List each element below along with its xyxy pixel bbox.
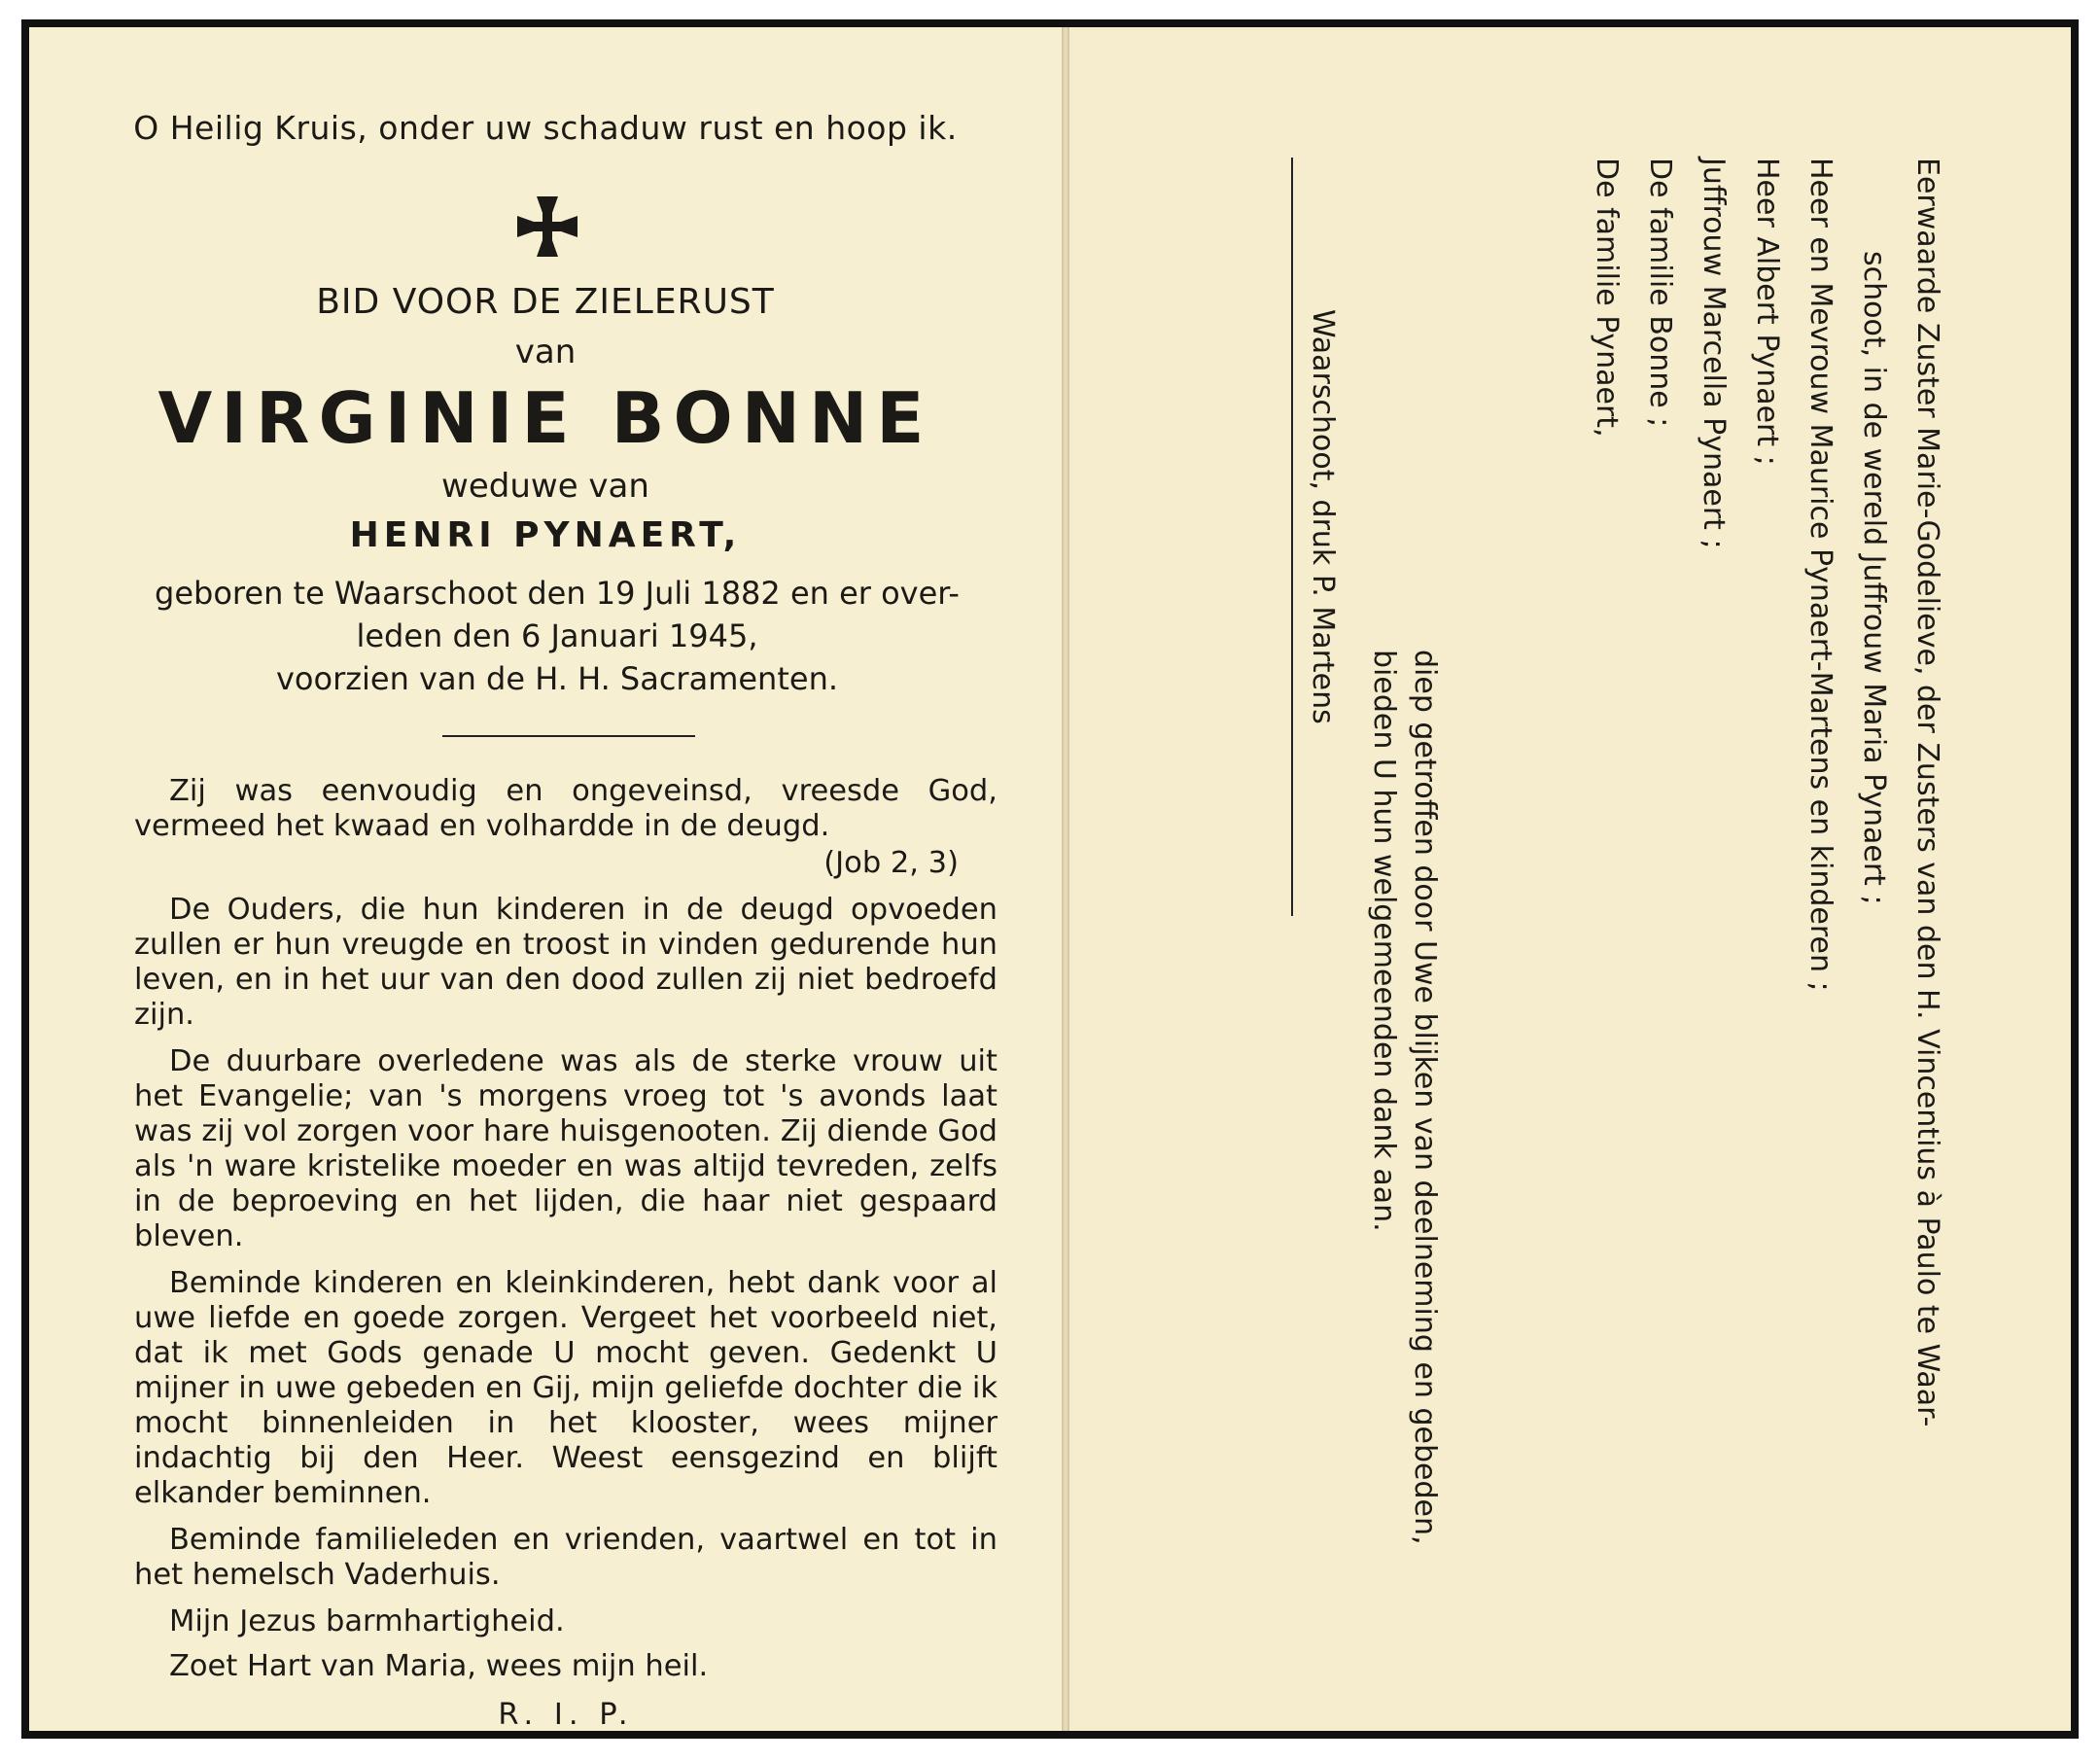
iron-cross-icon <box>515 194 579 259</box>
thanks-text <box>1363 650 1445 1622</box>
divider <box>442 735 695 737</box>
paragraph-deceased: De duurbare overledene was als de sterke vrouw uit het Evangelie; van 's morgens vroeg tot 's avonds laat was zij vol zorgen voor hare huisgenooten. Zij diende God als 'n ware kristelike moeder en was altijd tevreden, zelfs in de beproeving en het lijden, die haar niet gespaard bleven. <box>134 1044 998 1253</box>
printer-credit: Waarschoot, druk P. Martens <box>1306 309 1340 724</box>
sacraments-line: voorzien van de H. H. Sacramenten. <box>275 660 839 697</box>
family-line: De familie Bonne ; <box>1643 158 1677 428</box>
paragraph-friends: Beminde familieleden en vrienden, vaartwel en tot in het hemelsch Vaderhuis. <box>134 1523 998 1592</box>
right-divider <box>1291 158 1293 916</box>
prayer-heading: BID VOOR DE ZIELERUST <box>316 282 775 322</box>
citation: (Job 2, 3) <box>823 846 959 880</box>
widow-label: weduwe van <box>441 467 649 506</box>
family-line: Juffrouw Marcella Pynaert ; <box>1697 158 1731 549</box>
card-fold <box>1062 27 1069 1731</box>
family-line: De familie Pynaert, <box>1590 158 1624 438</box>
paragraph-parents: De Ouders, die hun kinderen in de deugd opvoeden zullen er hun vreugde en troost in vinden gedurende hun leven, en in het uur van den dood zullen zij niet bedroefd zijn. <box>134 893 998 1032</box>
paragraph-children: Beminde kinderen en kleinkinderen, hebt dank voor al uwe liefde en goede zorgen. Vergeet het voorbeeld niet, dat ik met Gods genade U mocht geven. Gedenkt U mijner in uwe gebeden en Gij, mijn geliefde dochter die ik mocht binnenleiden in het klooster, wees mijner indachtig bij den Heer. Weest eensgezind en blijft elkander beminnen. <box>134 1266 998 1510</box>
family-line: schoot, in de wereld Juffrouw Maria Pynaert ; <box>1857 251 1891 905</box>
thanks-line: bieden U hun welgemeenden dank aan. <box>1367 650 1401 1232</box>
family-line: Heer en Mevrouw Maurice Pynaert-Martens en kinderen ; <box>1803 158 1838 992</box>
body-text <box>134 774 998 1744</box>
husband-name: HENRI PYNAERT, <box>349 515 742 555</box>
deceased-name: VIRGINIE BONNE <box>158 377 933 459</box>
birth-death-text <box>134 572 980 700</box>
family-list <box>1580 158 1954 1713</box>
thanks-line: diep getroffen door Uwe blijken van deelneming en gebeden, <box>1408 650 1442 1545</box>
motto: O Heilig Kruis, onder uw schaduw rust en hoop ik. <box>133 109 958 147</box>
family-line: Eerwaarde Zuster Marie-Godelieve, der Zusters van den H. Vincentius à Paulo te Waar- <box>1910 158 1944 1427</box>
family-line: Heer Albert Pynaert ; <box>1750 158 1784 466</box>
rip-text: R. I. P. <box>498 1698 634 1732</box>
prayer-line-2: Zoet Hart van Maria, wees mijn heil. <box>169 1649 709 1683</box>
quote: Zij was eenvoudig en ongeveinsd, vreesde God, vermeed het kwaad en volhardde in de deugd. <box>134 774 998 843</box>
prayer-line-1: Mijn Jezus barmhartigheid. <box>169 1604 565 1638</box>
card-left-panel <box>29 27 1062 1731</box>
van-label: van <box>514 333 577 371</box>
card-right-panel <box>1069 27 2071 1731</box>
birth-line: geboren te Waarschoot den 19 Juli 1882 en er over- leden den 6 Januari 1945, <box>155 575 960 654</box>
